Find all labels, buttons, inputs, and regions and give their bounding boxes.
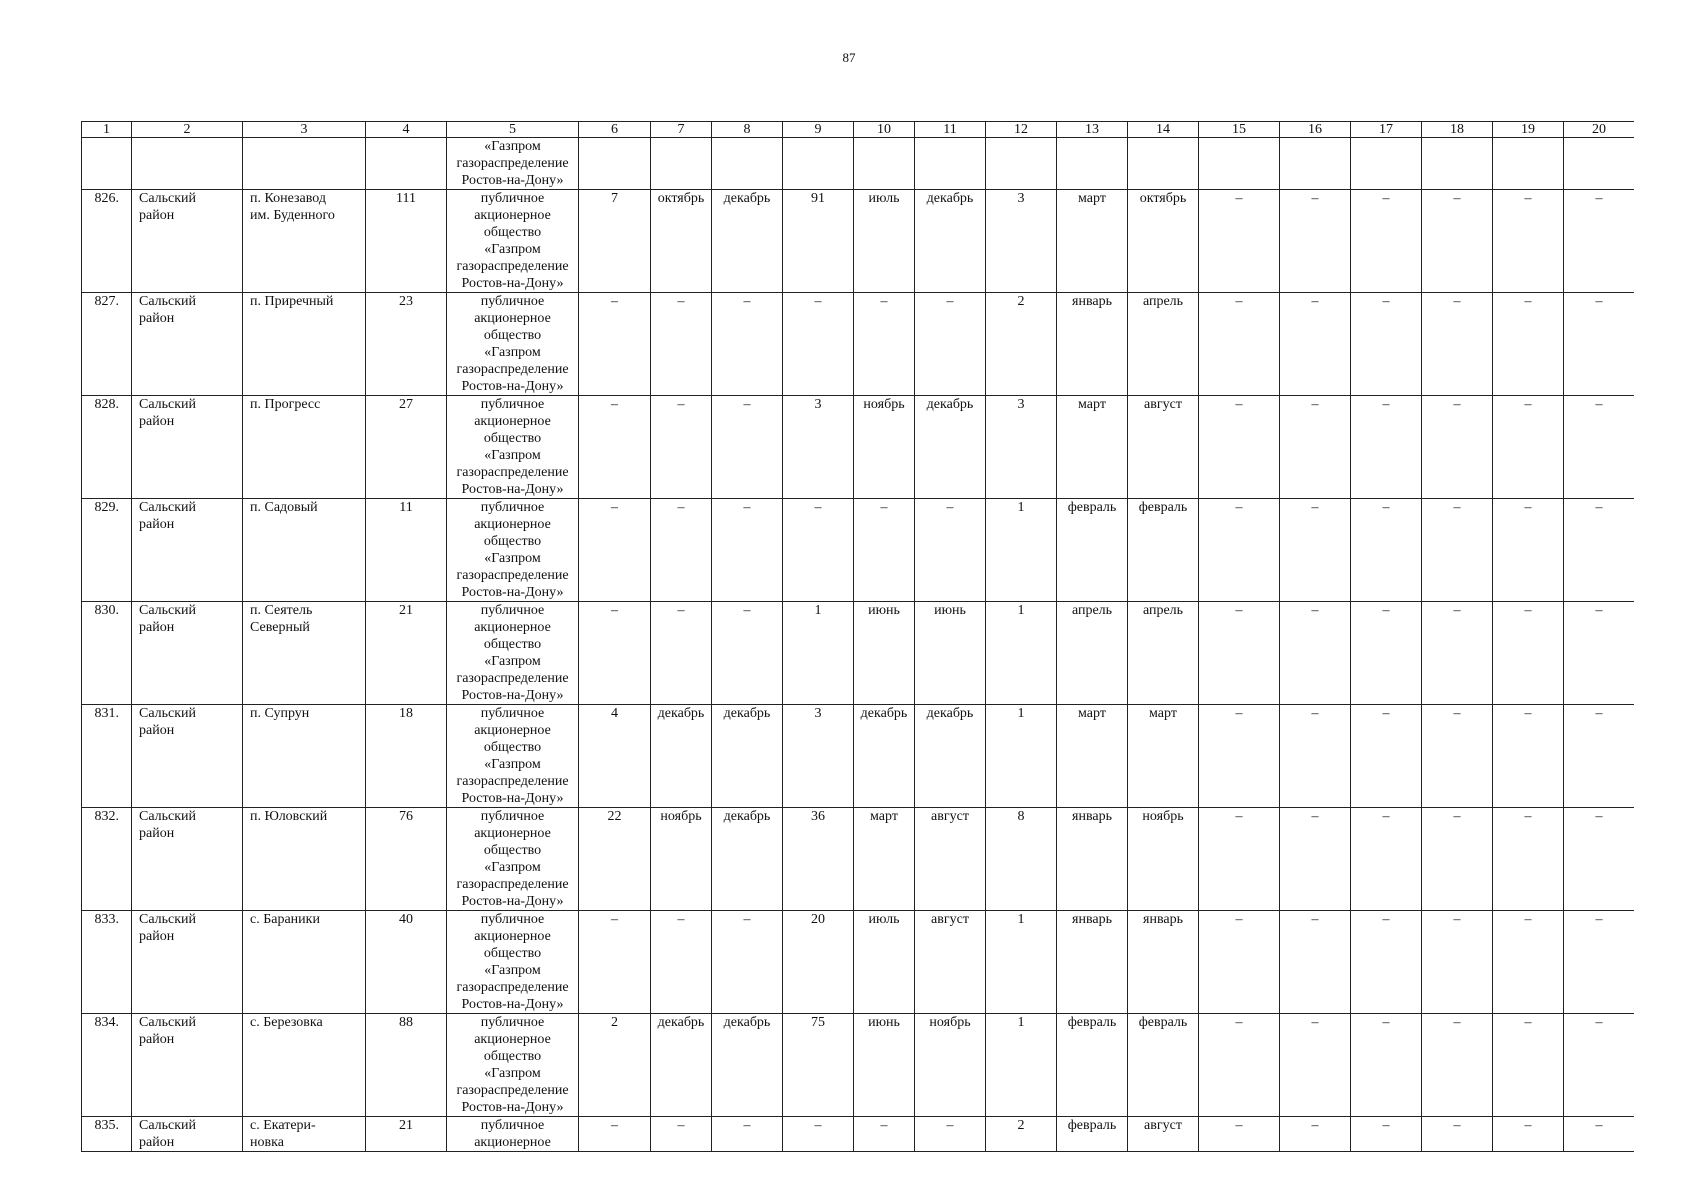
- col19-cell: –: [1493, 1117, 1564, 1152]
- col15-cell: –: [1199, 396, 1280, 499]
- col11-cell: декабрь: [915, 190, 986, 293]
- page-number: 87: [842, 50, 856, 65]
- col7-cell: октябрь: [651, 190, 712, 293]
- table-body: [82, 122, 1635, 1152]
- col17-cell: –: [1351, 499, 1422, 602]
- row-number-cell: 830.: [82, 602, 132, 705]
- row-number-cell: 833.: [82, 911, 132, 1014]
- col7-cell: –: [651, 293, 712, 396]
- col16-cell: –: [1280, 396, 1351, 499]
- col12-cell: 1: [986, 911, 1057, 1014]
- col13-cell: февраль: [1057, 1014, 1128, 1117]
- column-number-cell: 6: [579, 122, 651, 138]
- table-row: [82, 602, 1635, 705]
- organization-cell: публичное акционерное общество «Газпром газораспределение Ростов-на-Дону»: [447, 1014, 579, 1117]
- table-row: [82, 1014, 1635, 1117]
- col15-cell: –: [1199, 1014, 1280, 1117]
- empty-cell: [1057, 138, 1128, 190]
- empty-cell: [243, 138, 366, 190]
- col8-cell: –: [712, 602, 783, 705]
- col15-cell: –: [1199, 499, 1280, 602]
- col16-cell: –: [1280, 499, 1351, 602]
- col20-cell: –: [1564, 602, 1635, 705]
- col13-cell: январь: [1057, 911, 1128, 1014]
- column-number-cell: 13: [1057, 122, 1128, 138]
- col7-cell: декабрь: [651, 1014, 712, 1117]
- col4-cell: 18: [366, 705, 447, 808]
- col19-cell: –: [1493, 1014, 1564, 1117]
- col7-cell: –: [651, 911, 712, 1014]
- empty-cell: [854, 138, 915, 190]
- locality-cell: п. Прогресс: [243, 396, 366, 499]
- district-cell: Сальский район: [132, 808, 243, 911]
- col8-cell: –: [712, 911, 783, 1014]
- col6-cell: –: [579, 396, 651, 499]
- table-row: [82, 1117, 1635, 1152]
- col6-cell: 22: [579, 808, 651, 911]
- col13-cell: март: [1057, 705, 1128, 808]
- col6-cell: –: [579, 1117, 651, 1152]
- col13-cell: апрель: [1057, 602, 1128, 705]
- organization-cell: публичное акционерное общество «Газпром газораспределение Ростов-на-Дону»: [447, 808, 579, 911]
- col6-cell: 2: [579, 1014, 651, 1117]
- col17-cell: –: [1351, 808, 1422, 911]
- col17-cell: –: [1351, 190, 1422, 293]
- organization-cell: «Газпром газораспределение Ростов-на-Дону»: [447, 138, 579, 190]
- col11-cell: август: [915, 808, 986, 911]
- col18-cell: –: [1422, 705, 1493, 808]
- locality-cell: п. Садовый: [243, 499, 366, 602]
- col7-cell: –: [651, 396, 712, 499]
- district-cell: Сальский район: [132, 1117, 243, 1152]
- column-number-cell: 11: [915, 122, 986, 138]
- col15-cell: –: [1199, 602, 1280, 705]
- col16-cell: –: [1280, 705, 1351, 808]
- col6-cell: 4: [579, 705, 651, 808]
- col6-cell: 7: [579, 190, 651, 293]
- empty-cell: [132, 138, 243, 190]
- col11-cell: –: [915, 1117, 986, 1152]
- col6-cell: –: [579, 293, 651, 396]
- col16-cell: –: [1280, 1014, 1351, 1117]
- column-number-cell: 14: [1128, 122, 1199, 138]
- col17-cell: –: [1351, 396, 1422, 499]
- col6-cell: –: [579, 499, 651, 602]
- col12-cell: 1: [986, 602, 1057, 705]
- locality-cell: п. Сеятель Северный: [243, 602, 366, 705]
- column-number-cell: 3: [243, 122, 366, 138]
- continuation-row: [82, 138, 1635, 190]
- column-number-cell: 19: [1493, 122, 1564, 138]
- col9-cell: 36: [783, 808, 854, 911]
- col13-cell: январь: [1057, 293, 1128, 396]
- col13-cell: январь: [1057, 808, 1128, 911]
- col20-cell: –: [1564, 808, 1635, 911]
- row-number-cell: 828.: [82, 396, 132, 499]
- column-number-cell: 12: [986, 122, 1057, 138]
- col9-cell: 91: [783, 190, 854, 293]
- col20-cell: –: [1564, 911, 1635, 1014]
- col13-cell: февраль: [1057, 499, 1128, 602]
- column-number-cell: 5: [447, 122, 579, 138]
- col9-cell: –: [783, 293, 854, 396]
- row-number-cell: 832.: [82, 808, 132, 911]
- table-row: [82, 396, 1635, 499]
- col17-cell: –: [1351, 705, 1422, 808]
- col6-cell: –: [579, 911, 651, 1014]
- col15-cell: –: [1199, 1117, 1280, 1152]
- col9-cell: 1: [783, 602, 854, 705]
- empty-cell: [366, 138, 447, 190]
- col4-cell: 21: [366, 602, 447, 705]
- col14-cell: август: [1128, 1117, 1199, 1152]
- col14-cell: январь: [1128, 911, 1199, 1014]
- empty-cell: [1199, 138, 1280, 190]
- col10-cell: ноябрь: [854, 396, 915, 499]
- organization-cell: публичное акционерное: [447, 1117, 579, 1152]
- col18-cell: –: [1422, 293, 1493, 396]
- col12-cell: 2: [986, 1117, 1057, 1152]
- col7-cell: ноябрь: [651, 808, 712, 911]
- col12-cell: 1: [986, 499, 1057, 602]
- column-number-cell: 1: [82, 122, 132, 138]
- col8-cell: декабрь: [712, 190, 783, 293]
- col9-cell: 3: [783, 705, 854, 808]
- column-number-cell: 10: [854, 122, 915, 138]
- col11-cell: декабрь: [915, 705, 986, 808]
- locality-cell: с. Березовка: [243, 1014, 366, 1117]
- organization-cell: публичное акционерное общество «Газпром газораспределение Ростов-на-Дону»: [447, 190, 579, 293]
- col10-cell: –: [854, 293, 915, 396]
- col16-cell: –: [1280, 190, 1351, 293]
- col12-cell: 8: [986, 808, 1057, 911]
- table-row: [82, 293, 1635, 396]
- organization-cell: публичное акционерное общество «Газпром газораспределение Ростов-на-Дону»: [447, 911, 579, 1014]
- col13-cell: февраль: [1057, 1117, 1128, 1152]
- col14-cell: август: [1128, 396, 1199, 499]
- col10-cell: –: [854, 499, 915, 602]
- locality-cell: п. Супрун: [243, 705, 366, 808]
- col14-cell: октябрь: [1128, 190, 1199, 293]
- col20-cell: –: [1564, 190, 1635, 293]
- col14-cell: апрель: [1128, 293, 1199, 396]
- empty-cell: [579, 138, 651, 190]
- col10-cell: июнь: [854, 1014, 915, 1117]
- table-container: [81, 121, 1634, 1155]
- empty-cell: [1422, 138, 1493, 190]
- col14-cell: ноябрь: [1128, 808, 1199, 911]
- col11-cell: –: [915, 293, 986, 396]
- col9-cell: –: [783, 499, 854, 602]
- col7-cell: –: [651, 602, 712, 705]
- column-number-cell: 17: [1351, 122, 1422, 138]
- col7-cell: –: [651, 1117, 712, 1152]
- district-cell: Сальский район: [132, 190, 243, 293]
- locality-cell: п. Конезавод им. Буденного: [243, 190, 366, 293]
- locality-cell: п. Приречный: [243, 293, 366, 396]
- col19-cell: –: [1493, 293, 1564, 396]
- row-number-cell: 831.: [82, 705, 132, 808]
- column-number-cell: 4: [366, 122, 447, 138]
- col4-cell: 23: [366, 293, 447, 396]
- col10-cell: март: [854, 808, 915, 911]
- row-number-cell: 834.: [82, 1014, 132, 1117]
- col7-cell: декабрь: [651, 705, 712, 808]
- col8-cell: –: [712, 396, 783, 499]
- table-row: [82, 705, 1635, 808]
- district-cell: Сальский район: [132, 1014, 243, 1117]
- column-number-cell: 15: [1199, 122, 1280, 138]
- col9-cell: 75: [783, 1014, 854, 1117]
- col14-cell: апрель: [1128, 602, 1199, 705]
- col15-cell: –: [1199, 190, 1280, 293]
- col4-cell: 111: [366, 190, 447, 293]
- organization-cell: публичное акционерное общество «Газпром газораспределение Ростов-на-Дону»: [447, 293, 579, 396]
- empty-cell: [1351, 138, 1422, 190]
- col7-cell: –: [651, 499, 712, 602]
- row-number-cell: 827.: [82, 293, 132, 396]
- row-number-cell: 826.: [82, 190, 132, 293]
- col20-cell: –: [1564, 293, 1635, 396]
- col13-cell: март: [1057, 190, 1128, 293]
- col17-cell: –: [1351, 1014, 1422, 1117]
- empty-cell: [82, 138, 132, 190]
- empty-cell: [1564, 138, 1635, 190]
- organization-cell: публичное акционерное общество «Газпром газораспределение Ростов-на-Дону»: [447, 396, 579, 499]
- organization-cell: публичное акционерное общество «Газпром газораспределение Ростов-на-Дону»: [447, 705, 579, 808]
- column-number-cell: 2: [132, 122, 243, 138]
- col10-cell: июль: [854, 190, 915, 293]
- col8-cell: декабрь: [712, 705, 783, 808]
- empty-cell: [1128, 138, 1199, 190]
- col17-cell: –: [1351, 1117, 1422, 1152]
- col8-cell: декабрь: [712, 1014, 783, 1117]
- district-cell: Сальский район: [132, 293, 243, 396]
- col4-cell: 11: [366, 499, 447, 602]
- col11-cell: июнь: [915, 602, 986, 705]
- locality-cell: п. Юловский: [243, 808, 366, 911]
- empty-cell: [1493, 138, 1564, 190]
- district-cell: Сальский район: [132, 602, 243, 705]
- col19-cell: –: [1493, 808, 1564, 911]
- col15-cell: –: [1199, 705, 1280, 808]
- col17-cell: –: [1351, 911, 1422, 1014]
- col20-cell: –: [1564, 1014, 1635, 1117]
- district-cell: Сальский район: [132, 705, 243, 808]
- empty-cell: [915, 138, 986, 190]
- col19-cell: –: [1493, 499, 1564, 602]
- col18-cell: –: [1422, 499, 1493, 602]
- col14-cell: февраль: [1128, 499, 1199, 602]
- empty-cell: [1280, 138, 1351, 190]
- empty-cell: [712, 138, 783, 190]
- col20-cell: –: [1564, 1117, 1635, 1152]
- district-cell: Сальский район: [132, 396, 243, 499]
- col9-cell: 3: [783, 396, 854, 499]
- col12-cell: 1: [986, 1014, 1057, 1117]
- col6-cell: –: [579, 602, 651, 705]
- table-row: [82, 808, 1635, 911]
- col10-cell: декабрь: [854, 705, 915, 808]
- col18-cell: –: [1422, 911, 1493, 1014]
- col16-cell: –: [1280, 808, 1351, 911]
- col15-cell: –: [1199, 911, 1280, 1014]
- col18-cell: –: [1422, 1117, 1493, 1152]
- row-number-cell: 829.: [82, 499, 132, 602]
- col19-cell: –: [1493, 602, 1564, 705]
- col16-cell: –: [1280, 602, 1351, 705]
- col17-cell: –: [1351, 293, 1422, 396]
- col11-cell: август: [915, 911, 986, 1014]
- col17-cell: –: [1351, 602, 1422, 705]
- col11-cell: –: [915, 499, 986, 602]
- col16-cell: –: [1280, 1117, 1351, 1152]
- table-row: [82, 190, 1635, 293]
- locality-cell: с. Бараники: [243, 911, 366, 1014]
- col15-cell: –: [1199, 808, 1280, 911]
- col11-cell: декабрь: [915, 396, 986, 499]
- col4-cell: 88: [366, 1014, 447, 1117]
- district-cell: Сальский район: [132, 911, 243, 1014]
- col19-cell: –: [1493, 705, 1564, 808]
- col16-cell: –: [1280, 911, 1351, 1014]
- col9-cell: –: [783, 1117, 854, 1152]
- col20-cell: –: [1564, 396, 1635, 499]
- col13-cell: март: [1057, 396, 1128, 499]
- col20-cell: –: [1564, 499, 1635, 602]
- col4-cell: 76: [366, 808, 447, 911]
- col15-cell: –: [1199, 293, 1280, 396]
- column-number-cell: 8: [712, 122, 783, 138]
- col19-cell: –: [1493, 190, 1564, 293]
- col12-cell: 2: [986, 293, 1057, 396]
- column-number-cell: 16: [1280, 122, 1351, 138]
- col16-cell: –: [1280, 293, 1351, 396]
- col18-cell: –: [1422, 602, 1493, 705]
- column-number-cell: 18: [1422, 122, 1493, 138]
- col4-cell: 27: [366, 396, 447, 499]
- col8-cell: декабрь: [712, 808, 783, 911]
- col19-cell: –: [1493, 911, 1564, 1014]
- col20-cell: –: [1564, 705, 1635, 808]
- col9-cell: 20: [783, 911, 854, 1014]
- organization-cell: публичное акционерное общество «Газпром газораспределение Ростов-на-Дону»: [447, 499, 579, 602]
- col14-cell: февраль: [1128, 1014, 1199, 1117]
- column-number-row: [82, 122, 1635, 138]
- col8-cell: –: [712, 293, 783, 396]
- col18-cell: –: [1422, 808, 1493, 911]
- col12-cell: 3: [986, 190, 1057, 293]
- table-row: [82, 911, 1635, 1014]
- col10-cell: –: [854, 1117, 915, 1152]
- empty-cell: [651, 138, 712, 190]
- col12-cell: 1: [986, 705, 1057, 808]
- col19-cell: –: [1493, 396, 1564, 499]
- col18-cell: –: [1422, 396, 1493, 499]
- col18-cell: –: [1422, 190, 1493, 293]
- district-cell: Сальский район: [132, 499, 243, 602]
- col4-cell: 40: [366, 911, 447, 1014]
- col14-cell: март: [1128, 705, 1199, 808]
- col10-cell: июнь: [854, 602, 915, 705]
- locality-cell: с. Екатери- новка: [243, 1117, 366, 1152]
- column-number-cell: 20: [1564, 122, 1635, 138]
- col4-cell: 21: [366, 1117, 447, 1152]
- col8-cell: –: [712, 499, 783, 602]
- empty-cell: [986, 138, 1057, 190]
- organization-cell: публичное акционерное общество «Газпром газораспределение Ростов-на-Дону»: [447, 602, 579, 705]
- col12-cell: 3: [986, 396, 1057, 499]
- row-number-cell: 835.: [82, 1117, 132, 1152]
- empty-cell: [783, 138, 854, 190]
- col10-cell: июль: [854, 911, 915, 1014]
- col8-cell: –: [712, 1117, 783, 1152]
- col11-cell: ноябрь: [915, 1014, 986, 1117]
- column-number-cell: 7: [651, 122, 712, 138]
- schedule-table: [81, 121, 1634, 1152]
- table-row: [82, 499, 1635, 602]
- column-number-cell: 9: [783, 122, 854, 138]
- col18-cell: –: [1422, 1014, 1493, 1117]
